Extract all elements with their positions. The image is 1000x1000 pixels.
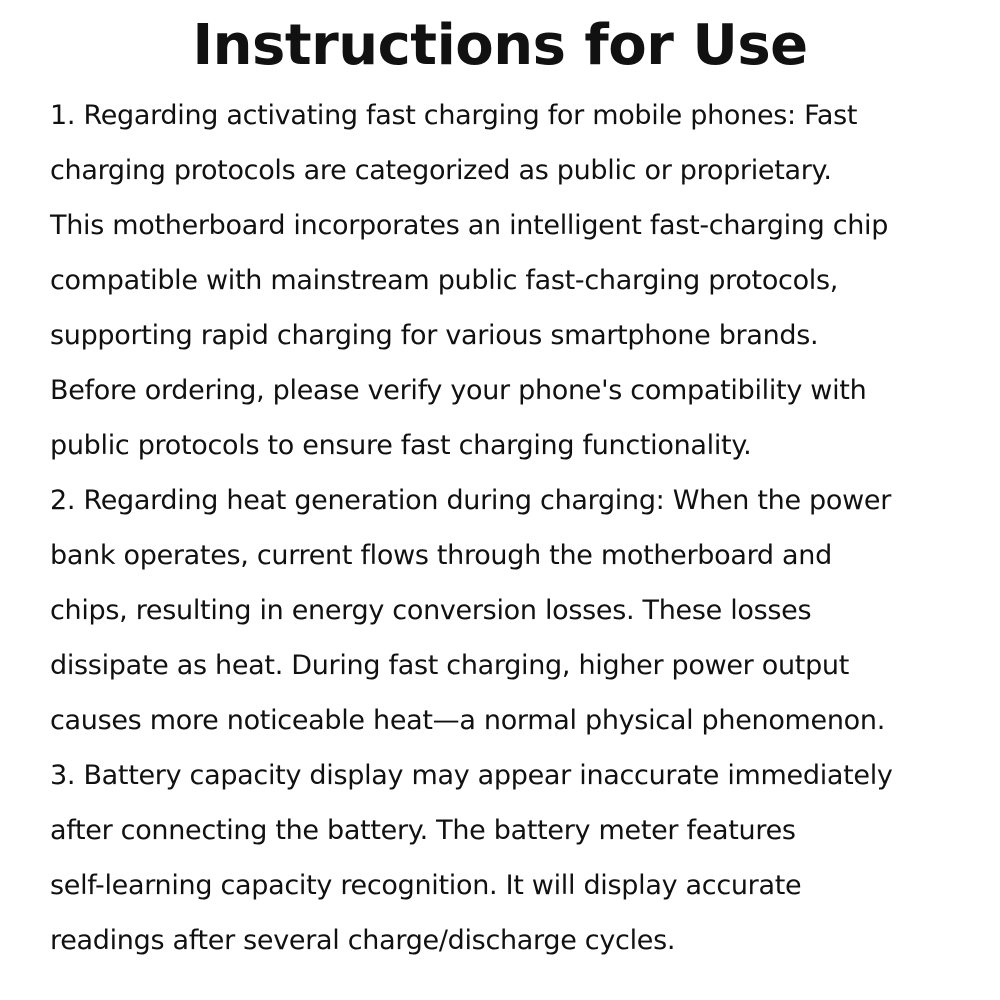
text-line: self-learning capacity recognition. It will display accurate	[50, 870, 802, 901]
page-title: Instructions for Use	[192, 13, 808, 78]
instructions-text	[50, 88, 980, 968]
text-line: bank operates, current flows through the motherboard and	[50, 540, 832, 571]
text-line: causes more noticeable heat—a normal physical phenomenon.	[50, 705, 885, 736]
text-line: Before ordering, please verify your phone's compatibility with	[50, 375, 867, 406]
text-line: supporting rapid charging for various smartphone brands.	[50, 320, 819, 351]
text-line: This motherboard incorporates an intelligent fast-charging chip	[50, 210, 889, 241]
text-line: public protocols to ensure fast charging functionality.	[50, 430, 752, 461]
text-line: 3. Battery capacity display may appear inaccurate immediately	[50, 760, 893, 791]
text-line: compatible with mainstream public fast-charging protocols,	[50, 265, 839, 296]
text-line: 1. Regarding activating fast charging for mobile phones: Fast	[50, 100, 858, 131]
text-line: 2. Regarding heat generation during charging: When the power	[50, 485, 891, 516]
text-line: after connecting the battery. The battery meter features	[50, 815, 796, 846]
text-line: charging protocols are categorized as public or proprietary.	[50, 155, 832, 186]
text-line: dissipate as heat. During fast charging, higher power output	[50, 650, 850, 681]
text-line: chips, resulting in energy conversion losses. These losses	[50, 595, 812, 626]
text-line: readings after several charge/discharge cycles.	[50, 925, 676, 956]
